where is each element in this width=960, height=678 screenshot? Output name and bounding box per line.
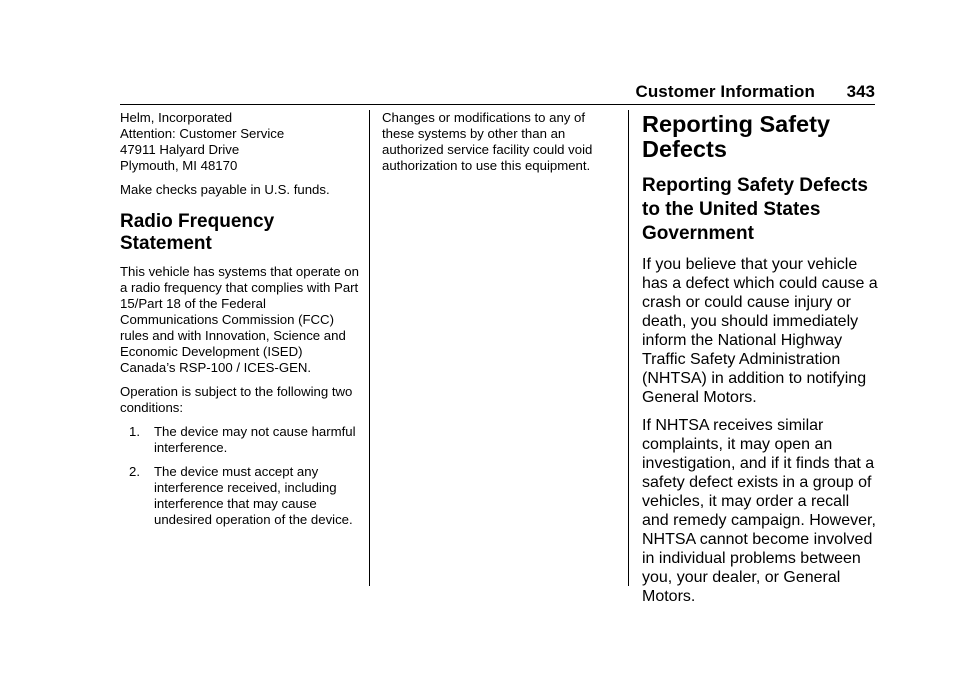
radio-paragraph-1: This vehicle has systems that operate on a radio frequency that complies with Part 15/Part 18 of the Federal Communications Commission (FCC) rules and with Innovation, Science and Economic Development (ISED) Canada’s RSP-100 / ICES-GEN. bbox=[120, 264, 359, 375]
list-item-text: The device may not cause harmful interference. bbox=[154, 424, 356, 455]
section-title: Customer Information bbox=[635, 82, 815, 101]
modifications-paragraph: Changes or modifications to any of these systems by other than an authorized service facility could void authorization to use this equipment. bbox=[382, 110, 593, 173]
page-header bbox=[120, 80, 875, 105]
defect-paragraph-2: If NHTSA receives similar complaints, it may open an investigation, and if it finds that a safety defect exists in a group of vehicles, it may order a recall and remedy campaign. However, NHTSA cannot become involved in individual problems between you, your dealer, or General Motors. bbox=[642, 417, 876, 605]
column-divider-2 bbox=[628, 110, 629, 586]
column-divider-1 bbox=[369, 110, 370, 586]
payable-note: Make checks payable in U.S. funds. bbox=[120, 182, 330, 197]
address-line: Helm, Incorporated bbox=[120, 110, 233, 125]
address-line: Attention: Customer Service bbox=[120, 126, 285, 141]
address-line: Plymouth, MI 48170 bbox=[120, 158, 238, 173]
radio-frequency-heading: Radio Frequency Statement bbox=[120, 211, 275, 254]
page-number: 343 bbox=[846, 82, 875, 101]
radio-paragraph-2: Operation is subject to the following two conditions: bbox=[120, 384, 353, 415]
address-line: 47911 Halyard Drive bbox=[120, 142, 240, 157]
list-item-number: 2. bbox=[129, 464, 140, 479]
list-item-number: 1. bbox=[129, 424, 140, 439]
list-item bbox=[120, 464, 360, 528]
defect-paragraph-1: If you believe that your vehicle has a defect which could cause a crash or could cause injury or death, you should immediately inform the National Highway Traffic Safety Administration (NHTSA) in addition to notifying General Motors. bbox=[642, 256, 878, 406]
column-1 bbox=[120, 110, 360, 536]
list-item-text: The device must accept any interference received, including interference that may cause undesired operation of the device. bbox=[154, 464, 353, 527]
safety-defects-heading: Reporting Safety Defects bbox=[642, 111, 831, 162]
us-government-subheading: Reporting Safety Defects to the United States Government bbox=[642, 175, 868, 244]
list-item bbox=[120, 424, 360, 456]
address-block bbox=[120, 110, 360, 174]
conditions-list bbox=[120, 424, 360, 528]
column-3 bbox=[642, 110, 880, 615]
column-2 bbox=[382, 110, 614, 182]
